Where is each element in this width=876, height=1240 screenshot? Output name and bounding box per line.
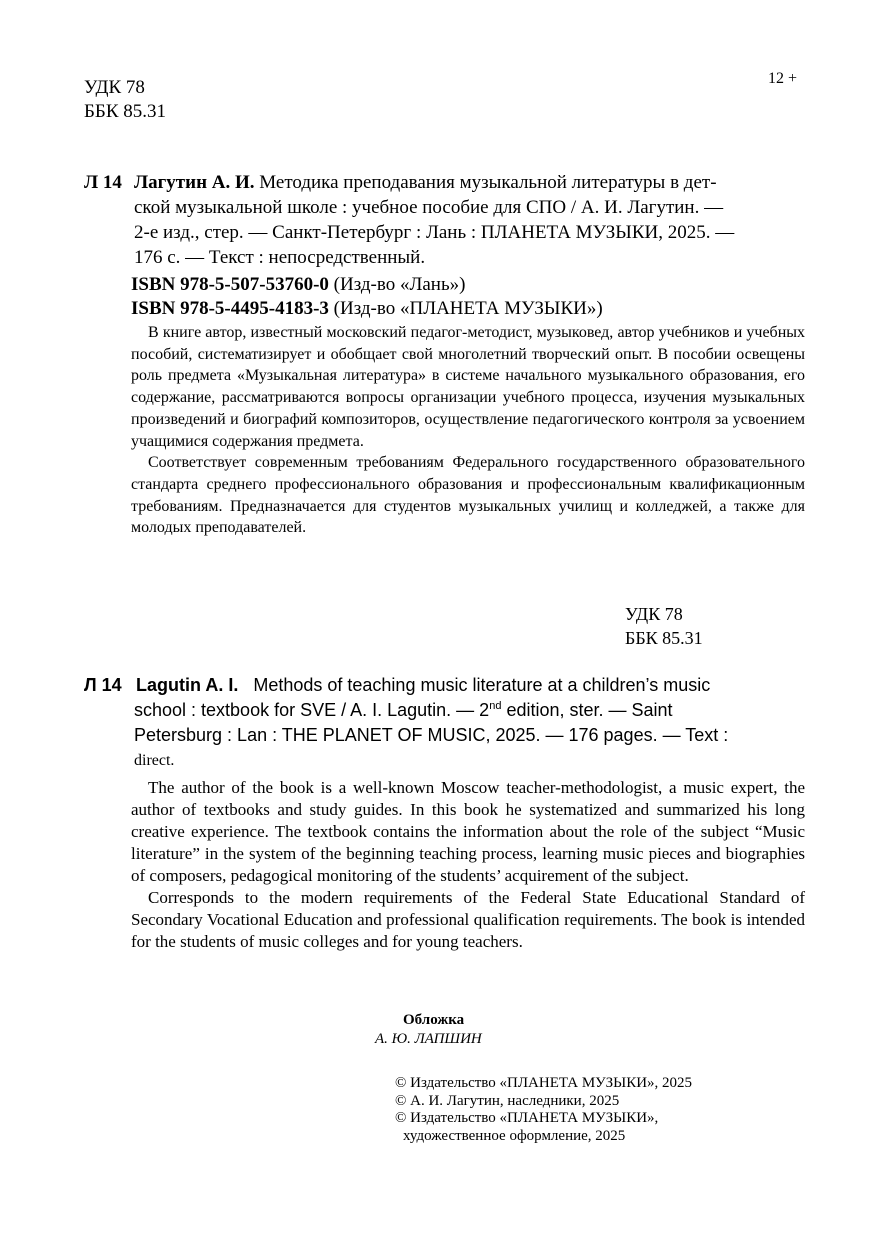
isbn-line bbox=[131, 297, 603, 321]
title-line: Методика преподавания музыкальной литературы в дет- bbox=[259, 172, 717, 193]
ru-bibliographic-entry bbox=[84, 170, 794, 270]
isbn-publisher: (Изд-во «ПЛАНЕТА МУЗЫКИ») bbox=[333, 298, 603, 319]
udk-code: УДК 78 bbox=[625, 604, 683, 624]
isbn-number: ISBN 978-5-4495-4183-3 bbox=[131, 298, 329, 319]
ru-abstract bbox=[131, 322, 805, 539]
copyright-line: © Издательство «ПЛАНЕТА МУЗЫКИ», bbox=[395, 1110, 659, 1126]
en-bibliographic-entry bbox=[84, 673, 794, 773]
copyright-block bbox=[395, 1075, 692, 1145]
cover-credit bbox=[375, 1011, 482, 1049]
copyright-line: художественное оформление, 2025 bbox=[403, 1127, 626, 1144]
cover-label: Обложка bbox=[403, 1012, 465, 1028]
entry-line: direct. bbox=[134, 752, 175, 769]
entry-line: ской музыкальной школе : учебное пособие для СПО / А. И. Лагутин. — bbox=[134, 197, 724, 218]
abstract-paragraph: В книге автор, известный московский педагог-методист, музыковед, автор учебников и учебных пособий, систематизирует и обобщает свой многолетний творческий опыт. В пособии освещены роль предмета «Музыкальная литература» в системе начального музыкального образования, его содержание, рассматриваются вопросы организации учебного процесса, изучения музыкальных произведений и биографий композиторов, осуществление педагогического контроля за усвоением учащимися содержания предмета. bbox=[131, 324, 805, 450]
abstract-paragraph: The author of the book is a well-known Moscow teacher-methodologist, a music expert, the author of textbooks and study guides. In this book he systematized and summarized his long creative experience. The textbook contains the information about the role of the subject “Music literature” in the system of the beginning teaching process, learning music pieces and biographies of composers, pedagogical monitoring of the students’ acquirement of the subject. bbox=[131, 778, 805, 885]
author-code: Л 14 bbox=[84, 172, 122, 193]
udk-code: УДК 78 bbox=[84, 77, 145, 98]
udk-header bbox=[84, 76, 166, 124]
author-name: Лагутин А. И. bbox=[134, 172, 255, 193]
bbk-code: ББК 85.31 bbox=[84, 101, 166, 122]
abstract-paragraph: Соответствует современным требованиям Федерального государственного образовательного стандарта среднего профессионального образования и профессиональным квалификационным требованиям. Предназначается для студентов музыкальных училищ и колледжей, а также для молодых преподавателей. bbox=[131, 454, 805, 537]
entry-line: 2-е изд., стер. — Санкт-Петербург : Лань : ПЛАНЕТА МУЗЫКИ, 2025. — bbox=[134, 222, 735, 243]
abstract-paragraph: Corresponds to the modern requirements of the Federal State Educational Standard of Secondary Vocational Education and professional qualification requirements. The book is intended for the students of music colleges and for young teachers. bbox=[131, 888, 805, 951]
entry-line: Petersburg : Lan : THE PLANET OF MUSIC, 2025. — 176 pages. — Text : bbox=[134, 725, 729, 745]
isbn-line bbox=[131, 273, 465, 297]
en-abstract bbox=[131, 777, 805, 953]
mid-index bbox=[625, 602, 703, 650]
title-line: Methods of teaching music literature at a children’s music bbox=[253, 675, 711, 695]
copyright-line: © Издательство «ПЛАНЕТА МУЗЫКИ», 2025 bbox=[395, 1075, 693, 1091]
copyright-line: © А. И. Лагутин, наследники, 2025 bbox=[395, 1092, 620, 1109]
author-name: Lagutin A. I. bbox=[136, 675, 239, 695]
entry-line: 176 с. — Текст : непосредственный. bbox=[134, 247, 426, 268]
cover-artist: А. Ю. ЛАПШИН bbox=[375, 1031, 482, 1047]
isbn-publisher: (Изд-во «Лань») bbox=[333, 274, 466, 295]
bbk-code: ББК 85.31 bbox=[625, 628, 703, 648]
age-rating: 12 + bbox=[768, 70, 798, 87]
isbn-number: ISBN 978-5-507-53760-0 bbox=[131, 274, 329, 295]
author-code: Л 14 bbox=[84, 675, 122, 695]
entry-line: school : textbook for SVE / A. I. Lagutin. — 2nd edition, ster. — Saint bbox=[134, 700, 673, 720]
